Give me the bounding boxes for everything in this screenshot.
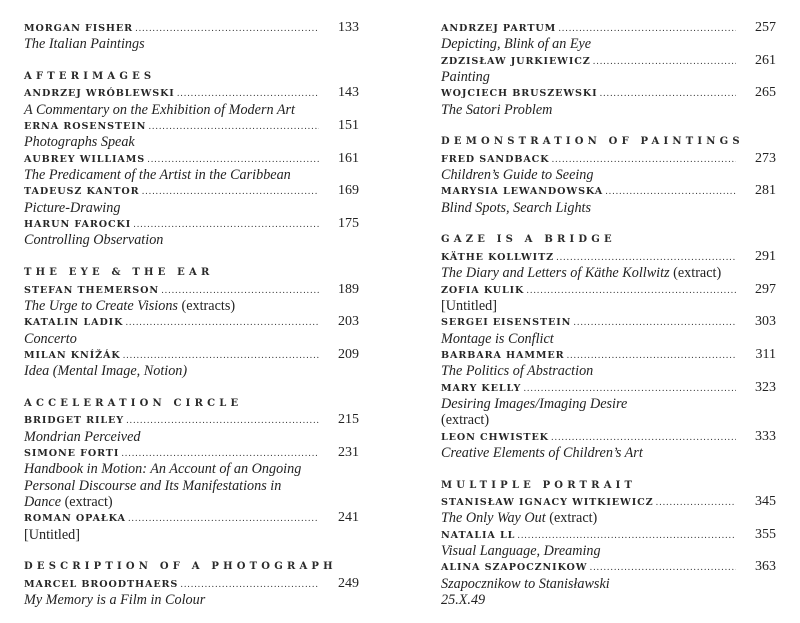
entry-header-row xyxy=(24,510,359,526)
toc-entry[interactable] xyxy=(441,20,776,53)
title-italic-text: The Italian Paintings xyxy=(24,36,145,53)
entry-header-row xyxy=(24,151,359,167)
spacer xyxy=(441,461,776,477)
dot-leader xyxy=(526,283,736,299)
work-title xyxy=(441,576,776,592)
toc-entry[interactable] xyxy=(441,183,776,216)
author-name: ANDRZEJ WRÓBLEWSKI xyxy=(24,88,175,100)
entry-header-row xyxy=(441,347,776,363)
author-name: MARCEL BROODTHAERS xyxy=(24,578,179,590)
dot-leader xyxy=(177,86,319,102)
author-name: MARY KELLY xyxy=(441,382,522,394)
toc-entry[interactable] xyxy=(24,151,359,184)
title-italic-text: The Diary and Letters of Käthe Kollwitz xyxy=(441,265,670,282)
page-number: 291 xyxy=(755,248,776,264)
work-title xyxy=(441,298,776,314)
author-name: MORGAN FISHER xyxy=(24,23,133,34)
toc-entry[interactable] xyxy=(441,347,776,380)
work-title xyxy=(441,102,776,118)
dot-leader xyxy=(573,315,736,331)
dot-leader xyxy=(180,577,319,593)
page-number: 257 xyxy=(755,20,776,35)
title-italic-text: Desiring Images/Imaging Desire xyxy=(441,395,628,412)
entry-header-row xyxy=(441,183,776,199)
work-title xyxy=(441,200,776,216)
title-italic-text: Depicting, Blink of an Eye xyxy=(441,36,592,53)
work-title xyxy=(24,134,359,150)
toc-entry[interactable] xyxy=(441,249,776,282)
dot-leader xyxy=(517,528,736,544)
page-number: 355 xyxy=(755,526,776,542)
dot-leader xyxy=(142,184,319,200)
page-number: 231 xyxy=(338,444,359,460)
author-name: ROMAN OPAŁKA xyxy=(24,513,126,525)
entry-header-row xyxy=(441,380,776,396)
spacer xyxy=(24,380,359,396)
entry-header-row xyxy=(441,429,776,445)
dot-leader xyxy=(589,560,736,576)
author-name: SERGEI EISENSTEIN xyxy=(441,317,572,329)
title-roman-text: (extract) xyxy=(61,493,113,510)
dot-leader xyxy=(599,86,736,102)
toc-entry[interactable] xyxy=(24,576,359,609)
page-number: 249 xyxy=(338,575,359,591)
work-title xyxy=(24,167,359,183)
section-heading: GAZE IS A BRIDGE xyxy=(441,234,616,246)
title-italic-text: My Memory is a Film in Colour xyxy=(24,592,206,609)
toc-entry[interactable] xyxy=(441,151,776,184)
toc-entry[interactable] xyxy=(24,510,359,543)
page-number: 363 xyxy=(755,559,776,575)
work-title xyxy=(24,592,359,608)
work-title xyxy=(441,363,776,379)
author-name: AUBREY WILLIAMS xyxy=(24,153,146,165)
title-italic-text: Creative Elements of Children’s Art xyxy=(441,444,643,461)
page-number: 143 xyxy=(338,85,359,101)
author-name: MARYSIA LEWANDOWSKA xyxy=(441,186,604,198)
toc-entry[interactable] xyxy=(24,314,359,347)
author-name: BRIDGET RILEY xyxy=(24,415,124,427)
toc-entry[interactable] xyxy=(441,53,776,86)
entry-header-row xyxy=(24,183,359,199)
title-roman-text: [Untitled] xyxy=(441,297,497,314)
dot-leader xyxy=(566,348,736,364)
spacer xyxy=(441,118,776,134)
title-italic-text: Picture-Drawing xyxy=(24,199,121,216)
author-name: ERNA ROSENSTEIN xyxy=(24,121,147,133)
title-roman-text: [Untitled] xyxy=(24,526,80,543)
author-name: KÄTHE KOLLWITZ xyxy=(441,251,555,263)
dot-leader xyxy=(523,381,736,397)
title-italic-text: Idea (Mental Image, Notion) xyxy=(24,363,188,380)
work-title xyxy=(24,298,359,314)
entry-header-row xyxy=(24,445,359,461)
author-name: BARBARA HAMMER xyxy=(441,349,565,361)
page-number: 333 xyxy=(755,428,776,444)
title-italic-text: Photographs Speak xyxy=(24,134,135,151)
dot-leader xyxy=(593,54,736,70)
work-title xyxy=(441,69,776,85)
toc-entry[interactable] xyxy=(24,183,359,216)
author-name: SIMONE FORTI xyxy=(24,447,120,459)
title-italic-text: Handbook in Motion: An Account of an Ongoing xyxy=(24,461,302,478)
toc-entry[interactable] xyxy=(24,412,359,445)
toc-entry[interactable] xyxy=(441,282,776,315)
page-number: 303 xyxy=(755,314,776,330)
author-name: TADEUSZ KANTOR xyxy=(24,186,140,198)
dot-leader xyxy=(558,21,736,37)
work-title xyxy=(441,445,776,461)
title-roman-text: (extract) xyxy=(545,510,598,527)
title-italic-text: The Satori Problem xyxy=(441,101,553,118)
author-name: FRED SANDBACK xyxy=(441,153,550,165)
dot-leader xyxy=(161,283,319,299)
work-title xyxy=(441,36,776,52)
page-number: 281 xyxy=(755,183,776,199)
entry-header-row xyxy=(441,494,776,510)
spacer xyxy=(24,543,359,559)
dot-leader xyxy=(125,315,319,331)
entry-header-row xyxy=(441,559,776,575)
work-title xyxy=(441,543,776,559)
dot-leader xyxy=(126,413,319,429)
section-heading: ACCELERATION CIRCLE xyxy=(24,397,243,409)
spacer xyxy=(24,53,359,69)
toc-entry[interactable] xyxy=(441,85,776,118)
page-number: 261 xyxy=(755,52,776,68)
title-roman-text: (extracts) xyxy=(177,297,236,314)
page-number: 345 xyxy=(755,493,776,509)
dot-leader xyxy=(121,446,319,462)
work-title xyxy=(24,461,359,477)
work-title xyxy=(441,412,776,428)
title-italic-text: Blind Spots, Search Lights xyxy=(441,199,592,216)
entry-header-row xyxy=(441,20,776,36)
toc-entry[interactable] xyxy=(24,282,359,315)
page-number: 169 xyxy=(338,183,359,199)
work-title xyxy=(24,331,359,347)
entry-header-row xyxy=(441,85,776,101)
section-heading: DEMONSTRATION OF PAINTINGS xyxy=(441,136,744,148)
title-italic-text: Painting xyxy=(441,69,490,86)
page-number: 151 xyxy=(338,118,359,134)
title-italic-text: The Politics of Abstraction xyxy=(441,363,594,380)
spacer xyxy=(24,249,359,265)
toc-entry[interactable] xyxy=(24,85,359,118)
author-name: ZOFIA KULIK xyxy=(441,284,525,296)
page-number: 161 xyxy=(338,150,359,166)
entry-header-row xyxy=(441,527,776,543)
dot-leader xyxy=(656,495,736,511)
page-number: 311 xyxy=(755,346,776,362)
entry-header-row xyxy=(24,20,359,36)
author-name: ZDZISŁAW JURKIEWICZ xyxy=(441,55,591,67)
entry-header-row xyxy=(441,282,776,298)
dot-leader xyxy=(556,250,736,266)
title-italic-text: A Commentary on the Exhibition of Modern Art xyxy=(24,101,295,118)
work-title xyxy=(24,200,359,216)
page-number: 189 xyxy=(338,281,359,297)
title-italic-text: The Predicament of the Artist in the Caribbean xyxy=(24,167,291,184)
author-name: NATALIA LL xyxy=(441,529,516,541)
work-title xyxy=(441,510,776,526)
author-name: MILAN KNÍŽÁK xyxy=(24,349,121,361)
page-number: 203 xyxy=(338,314,359,330)
author-name: HARUN FAROCKI xyxy=(24,219,132,231)
dot-leader xyxy=(551,152,736,168)
author-name: KATALIN LADIK xyxy=(24,317,124,329)
entry-header-row xyxy=(24,347,359,363)
entry-header-row xyxy=(441,249,776,265)
title-italic-text: The Only Way Out xyxy=(441,510,546,527)
section-heading: AFTERIMAGES xyxy=(24,71,156,83)
entry-header-row xyxy=(24,216,359,232)
page-number: 175 xyxy=(338,216,359,232)
spacer xyxy=(441,216,776,232)
page-number: 133 xyxy=(338,20,359,35)
page-number: 215 xyxy=(338,412,359,428)
page-number: 273 xyxy=(755,150,776,166)
title-italic-text: Concerto xyxy=(24,330,77,347)
title-italic-text: Personal Discourse and Its Manifestations in xyxy=(24,477,282,494)
entry-header-row xyxy=(24,282,359,298)
work-title xyxy=(24,494,359,510)
work-title xyxy=(24,36,359,52)
work-title xyxy=(24,232,359,248)
entry-header-row xyxy=(24,576,359,592)
title-italic-text: Controlling Observation xyxy=(24,232,164,249)
title-italic-text: Montage is Conflict xyxy=(441,330,554,347)
toc-entry[interactable] xyxy=(441,380,776,429)
title-italic-text: The Urge to Create Visions xyxy=(24,297,178,314)
author-name: ANDRZEJ PARTUM xyxy=(441,23,557,34)
entry-header-row xyxy=(441,53,776,69)
section-heading: DESCRIPTION OF A PHOTOGRAPH xyxy=(24,561,337,573)
toc-column-left xyxy=(24,20,359,608)
toc-entry[interactable] xyxy=(441,429,776,462)
author-name: ALINA SZAPOCZNIKOW xyxy=(441,562,588,574)
dot-leader xyxy=(147,152,319,168)
title-italic-text: Dance xyxy=(24,493,62,510)
toc-entry[interactable] xyxy=(24,445,359,510)
toc-entry[interactable] xyxy=(24,20,359,53)
section-heading: THE EYE & THE EAR xyxy=(24,267,214,279)
dot-leader xyxy=(135,21,319,37)
page-number: 323 xyxy=(755,379,776,395)
toc-column-right xyxy=(441,20,776,608)
author-name: WOJCIECH BRUSZEWSKI xyxy=(441,88,598,100)
dot-leader xyxy=(148,119,319,135)
dot-leader xyxy=(605,184,736,200)
title-roman-text: (extract) xyxy=(441,412,490,429)
work-title xyxy=(441,167,776,183)
toc-entry[interactable] xyxy=(24,118,359,151)
work-title xyxy=(24,363,359,379)
work-title xyxy=(441,265,776,281)
toc-entry[interactable] xyxy=(24,347,359,380)
toc-entry[interactable] xyxy=(441,527,776,560)
toc-entry[interactable] xyxy=(441,314,776,347)
work-title xyxy=(24,527,359,543)
entry-header-row xyxy=(24,314,359,330)
title-roman-text: (extract) xyxy=(669,265,722,282)
entry-header-row xyxy=(24,118,359,134)
title-italic-text: Mondrian Perceived xyxy=(24,428,141,445)
dot-leader xyxy=(551,430,736,446)
toc-entry[interactable] xyxy=(441,559,776,608)
page-number: 209 xyxy=(338,346,359,362)
page-number: 265 xyxy=(755,85,776,101)
work-title xyxy=(441,331,776,347)
entry-header-row xyxy=(24,85,359,101)
section-heading: MULTIPLE PORTRAIT xyxy=(441,479,637,491)
title-italic-text: 25.X.49 xyxy=(441,592,486,609)
dot-leader xyxy=(123,348,319,364)
entry-header-row xyxy=(441,151,776,167)
title-italic-text: Szapocznikow to Stanisławski xyxy=(441,575,610,592)
dot-leader xyxy=(133,217,319,233)
author-name: LEON CHWISTEK xyxy=(441,431,549,443)
page-number: 241 xyxy=(338,510,359,526)
page-number: 297 xyxy=(755,281,776,297)
title-italic-text: Children’s Guide to Seeing xyxy=(441,167,594,184)
work-title xyxy=(441,396,776,412)
work-title xyxy=(24,429,359,445)
toc-entry[interactable] xyxy=(441,494,776,527)
work-title xyxy=(441,592,776,608)
entry-header-row xyxy=(441,314,776,330)
author-name: STANISŁAW IGNACY WITKIEWICZ xyxy=(441,496,654,508)
title-italic-text: Visual Language, Dreaming xyxy=(441,543,601,559)
author-name: STEFAN THEMERSON xyxy=(24,284,160,296)
dot-leader xyxy=(128,511,319,527)
entry-header-row xyxy=(24,412,359,428)
toc-entry[interactable] xyxy=(24,216,359,249)
work-title xyxy=(24,478,359,494)
work-title xyxy=(24,102,359,118)
